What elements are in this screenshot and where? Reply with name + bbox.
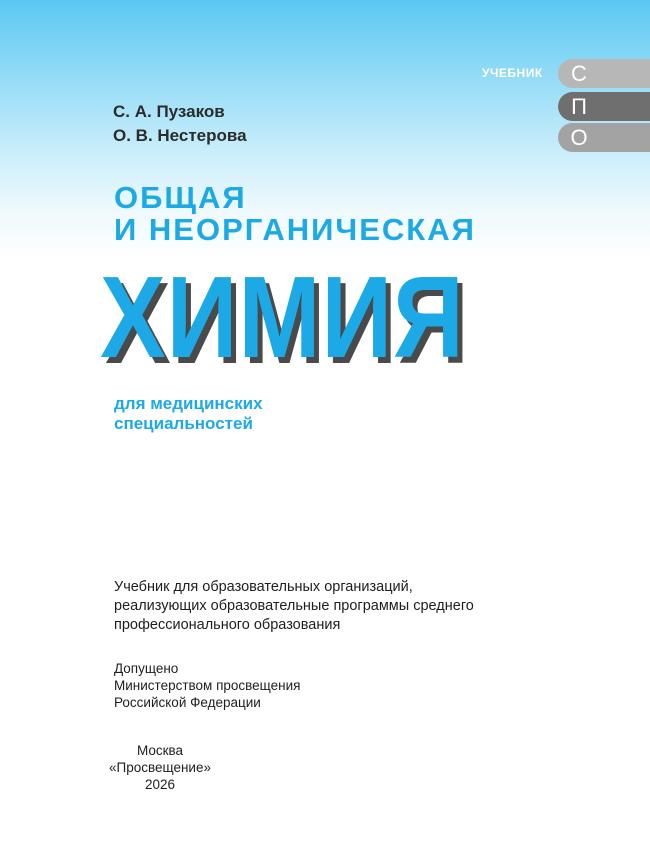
author-name: С. А. Пузаков [113,102,225,121]
approval-line: Министерством просвещения [114,678,301,693]
series-badge-o [558,123,650,152]
approval-line: Российской Федерации [114,695,261,710]
series-badge-p [558,92,650,121]
book-title [114,182,476,246]
description-line: Учебник для образовательных организаций, [114,579,413,595]
main-title: ХИМИЯ [100,252,465,382]
series-letter: С [571,61,587,86]
book-subtitle [114,394,263,434]
series-label: УЧЕБНИК [482,66,543,80]
description-line: реализующих образовательные программы среднего [114,598,474,614]
series-letter: П [571,94,587,119]
publisher-name: «Просвещение» [109,760,211,775]
subtitle-line: специальностей [114,414,253,433]
title-line: ОБЩАЯ [114,180,247,215]
publisher-year: 2026 [144,777,176,792]
approval-line: Допущено [114,661,179,676]
authors [113,100,247,148]
title-line: И НЕОРГАНИЧЕСКАЯ [114,212,476,247]
publisher-info [100,742,220,793]
book-description [114,578,474,635]
approval-note [114,660,300,711]
publisher-city: Москва [136,743,184,758]
subtitle-line: для медицинских [114,394,263,413]
author-name: О. В. Нестерова [113,126,247,145]
series-badge-c [558,59,650,88]
series-letter: О [570,125,588,150]
description-line: профессионального образования [114,617,341,633]
